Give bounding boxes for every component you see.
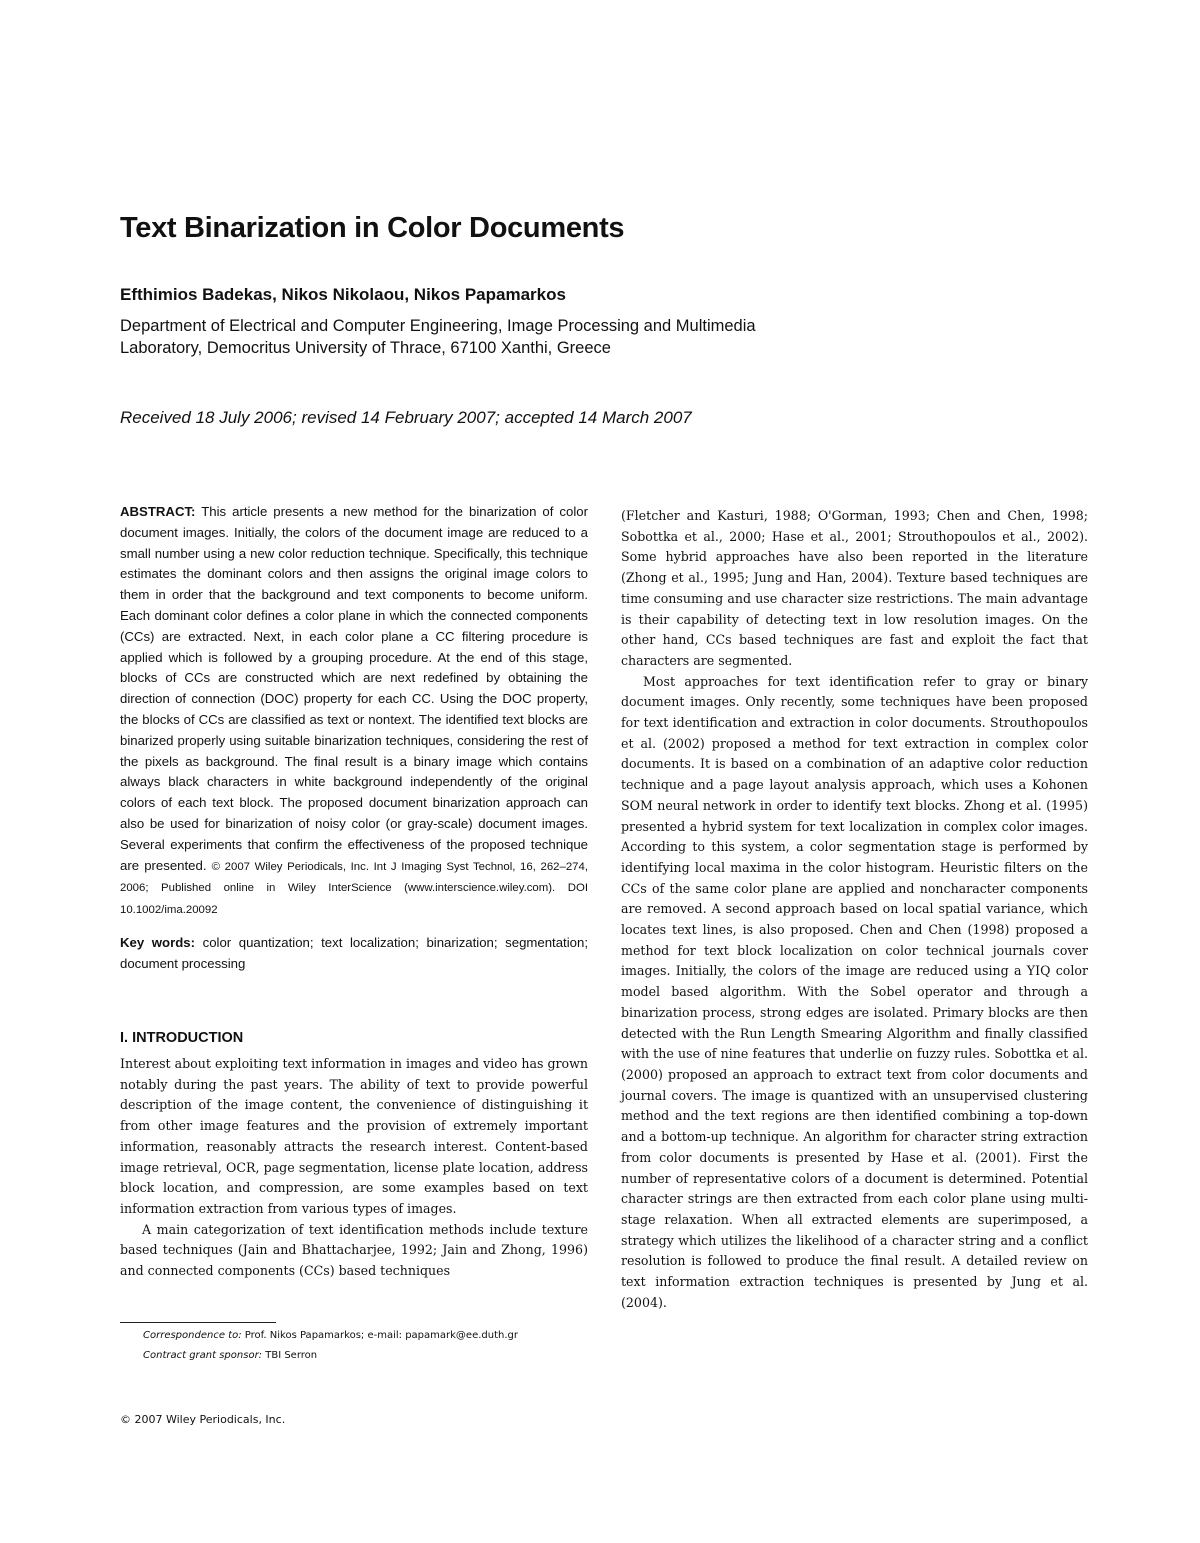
- intro-paragraph: A main categorization of text identification methods include texture based techniques (Jain and Bhattacharjee, 1992; Jain and Zhong, 1996) and connected components (CCs) based techniques: [120, 1221, 588, 1279]
- received-dates: Received 18 July 2006; revised 14 February 2007; accepted 14 March 2007: [120, 408, 692, 427]
- section-heading-introduction: I. INTRODUCTION: [120, 1030, 244, 1046]
- author-list: Efthimios Badekas, Nikos Nikolaou, Nikos Papamarkos: [120, 285, 566, 304]
- abstract: [120, 502, 588, 921]
- footnotes: [143, 1326, 583, 1366]
- keywords: [120, 933, 588, 975]
- footnote-divider: [120, 1322, 276, 1323]
- correspondence-label: Correspondence to:: [143, 1330, 242, 1341]
- affiliation-line-1: Department of Electrical and Computer Engineering, Image Processing and Multimedia: [120, 317, 756, 335]
- sponsor-footnote: [143, 1346, 583, 1366]
- paper-title: Text Binarization in Color Documents: [120, 212, 625, 244]
- introduction-left-text: [120, 1054, 588, 1282]
- right-column: [621, 506, 1088, 1313]
- keywords-text: color quantization; text localization; binarization; segmentation; document processing: [120, 934, 588, 971]
- abstract-label: ABSTRACT:: [120, 504, 196, 519]
- affiliation-line-2: Laboratory, Democritus University of Thrace, 67100 Xanthi, Greece: [120, 339, 611, 357]
- affiliation: [120, 315, 880, 359]
- intro-paragraph: (Fletcher and Kasturi, 1988; O'Gorman, 1993; Chen and Chen, 1998; Sobottka et al., 2000; Hase et al., 2001; Strouthopoulos et al., 2002). Some hybrid approaches have also been reported in the literature (Zhong et al., 1995; Jung and Han, 2004). Texture based techniques are time consuming and use character size restrictions. The main advantage is their capability of detecting text in low resolution images. On the other hand, CCs based techniques are fast and exploit the fact that characters are segmented.: [621, 508, 1088, 668]
- left-column: [120, 502, 588, 975]
- abstract-text: This article presents a new method for the binarization of color document images. Initially, the colors of the document image are reduced to a small number using a new color reduction technique. Specifically, this technique estimates the dominant colors and then assigns the original image colors to them in order that the background and text components to become uniform. Each dominant color defines a color plane in which the connected components (CCs) are extracted. Next, in each color plane a CC filtering procedure is applied which is followed by a grouping procedure. At the end of this stage, blocks of CCs are constructed which are next redefined by obtaining the direction of connection (DOC) property for each CC. Using the DOC property, the blocks of CCs are classified as text or nontext. The identified text blocks are binarized properly using suitable binarization techniques, considering the rest of the pixels as background. The final result is a binary image which contains always black characters in white background independently of the original colors of each text block. The proposed document binarization approach can also be used for binarization of noisy color (or gray-scale) document images. Several experiments that confirm the effectiveness of the proposed technique are presented.: [120, 504, 588, 873]
- intro-paragraph: Interest about exploiting text information in images and video has grown notably during the past years. The ability of text to provide powerful description of the image content, the convenience of distinguishing it from other image features and the provision of extremely important information, reasonably attracts the research interest. Content-based image retrieval, OCR, page segmentation, license plate location, address block location, and compression, are some examples based on text information extraction from various types of images.: [120, 1056, 588, 1216]
- intro-paragraph: Most approaches for text identification refer to gray or binary document images. Only recently, some techniques have been proposed for text identification and extraction in color documents. Strouthopoulos et al. (2002) proposed a method for text extraction in complex color documents. It is based on a combination of an adaptive color reduction technique and a page layout analysis approach, which uses a Kohonen SOM neural network in order to identify text blocks. Zhong et al. (1995) presented a hybrid system for text localization in complex color images. According to this system, a color segmentation stage is performed by identifying local maxima in the color histogram. Heuristic filters on the CCs of the same color plane are applied and noncharacter components are removed. A second approach based on local spatial variance, which locates text lines, is also proposed. Chen and Chen (1998) proposed a method for text block localization on color technical journals cover images. Initially, the colors of the image are reduced using a YIQ color model based algorithm. With the Sobel operator and through a binarization process, strong edges are isolated. Primary blocks are then detected with the Run Length Smearing Algorithm and finally classified with the use of nine features that underlie on fuzzy rules. Sobottka et al. (2000) proposed an approach to extract text from color documents and journal covers. The image is quantized with an unsupervised clustering method and the text regions are then identified combining a top-down and a bottom-up technique. An algorithm for character string extraction from color documents is presented by Hase et al. (2001). First the number of representative colors of a document is determined. Potential character strings are then extracted from each color plane using multi-stage relaxation. When all extracted elements are superimposed, a strategy which utilizes the likelihood of a character string and a conflict resolution is followed to produce the final result. A detailed review on text information extraction techniques is presented by Jung et al. (2004).: [621, 673, 1088, 1310]
- abstract-citation: © 2007 Wiley Periodicals, Inc. Int J Imaging Syst Technol, 16, 262–274, 2006; Published online in Wiley InterScience (www.interscience.wiley.com). DOI 10.1002/ima.20092: [120, 860, 588, 917]
- correspondence-footnote: [143, 1326, 583, 1346]
- sponsor-label: Contract grant sponsor:: [143, 1350, 263, 1361]
- sponsor-text: TBI Serron: [265, 1350, 318, 1361]
- correspondence-text: Prof. Nikos Papamarkos; e-mail: papamark@ee.duth.gr: [244, 1330, 518, 1341]
- keywords-label: Key words:: [120, 934, 195, 950]
- copyright-notice: © 2007 Wiley Periodicals, Inc.: [120, 1413, 286, 1426]
